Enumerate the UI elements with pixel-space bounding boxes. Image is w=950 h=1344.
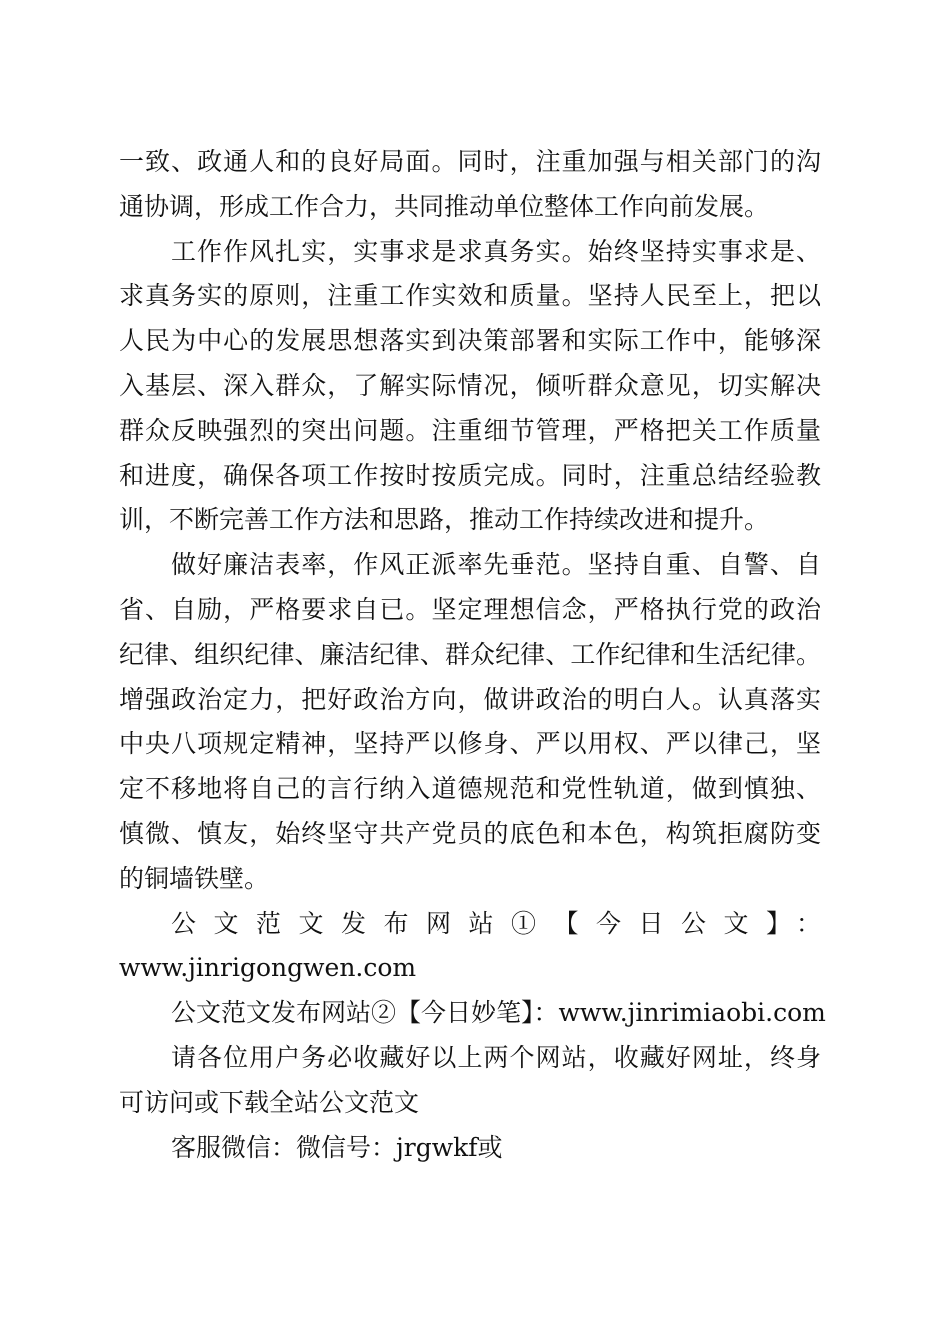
text-line: 的铜墙铁壁。	[119, 863, 270, 893]
paragraph	[119, 140, 821, 230]
paragraph	[119, 230, 821, 544]
text-line: 公文范文发布网站②【今日妙笔】：www.jinrimiaobi.com	[171, 998, 826, 1028]
paragraph	[119, 543, 821, 901]
text-line: 客服微信：微信号：jrgwkf或	[171, 1132, 503, 1162]
document-page	[119, 140, 826, 1170]
text-line: 训，不断完善工作方法和思路，推动工作持续改进和提升。	[119, 505, 770, 535]
text-line: 公文范文发布网站①【今日公文】：	[171, 908, 821, 938]
text-line: 省、自励，严格要求自已。坚定理想信念，严格执行党的政治	[119, 594, 821, 624]
paragraph	[119, 1036, 821, 1126]
text-line: 定不移地将自己的言行纳入道德规范和党性轨道，做到慎独、	[119, 774, 821, 804]
text-line: 人民为中心的发展思想落实到决策部署和实际工作中，能够深	[119, 326, 821, 356]
text-line: 增强政治定力，把好政治方向，做讲政治的明白人。认真落实	[119, 684, 821, 714]
text-line: 中央八项规定精神，坚持严以修身、严以用权、严以律己，坚	[119, 729, 821, 759]
text-line: 请各位用户务必收藏好以上两个网站，收藏好网址，终身	[171, 1042, 821, 1072]
paragraph	[119, 991, 826, 1036]
text-line: 工作作风扎实，实事求是求真务实。始终坚持实事求是、	[171, 236, 821, 266]
text-line: 做好廉洁表率，作风正派率先垂范。坚持自重、自警、自	[171, 550, 821, 580]
text-line: 入基层、深入群众，了解实际情况，倾听群众意见，切实解决	[119, 370, 821, 400]
text-line: 和进度，确保各项工作按时按质完成。同时，注重总结经验教	[119, 460, 821, 490]
text-line: 慎微、慎友，始终坚守共产党员的底色和本色，构筑拒腐防变	[119, 818, 821, 848]
text-line: 一致、政通人和的良好局面。同时，注重加强与相关部门的沟	[119, 147, 821, 176]
text-line: 可访问或下载全站公文范文	[119, 1087, 420, 1117]
paragraph	[119, 1126, 821, 1171]
text-line: 群众反映强烈的突出问题。注重细节管理，严格把关工作质量	[119, 415, 821, 445]
text-line: www.jinrigongwen.com	[119, 953, 417, 983]
text-line: 通协调，形成工作合力，共同推动单位整体工作向前发展。	[119, 191, 770, 221]
paragraph	[119, 902, 821, 992]
text-line: 求真务实的原则，注重工作实效和质量。坚持人民至上，把以	[119, 281, 821, 311]
text-line: 纪律、组织纪律、廉洁纪律、群众纪律、工作纪律和生活纪律。	[119, 639, 821, 669]
